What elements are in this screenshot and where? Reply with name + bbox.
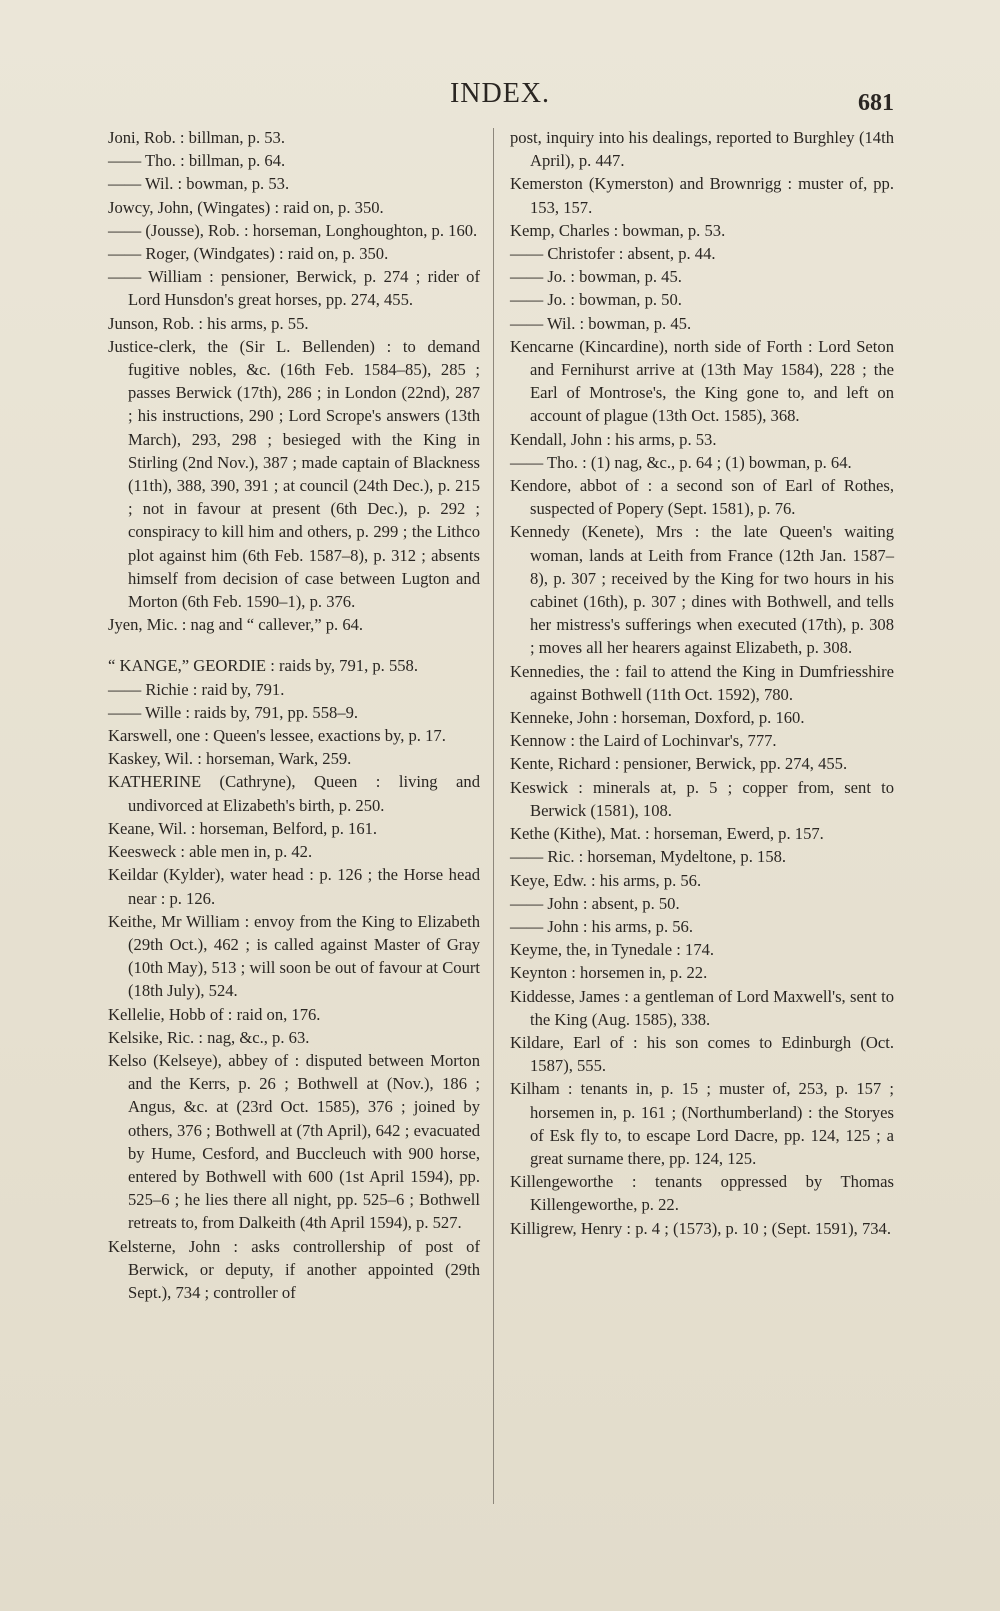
index-entry: Joni, Rob. : billman, p. 53. [108, 128, 286, 147]
index-entry: Kaskey, Wil. : horseman, Wark, 259. [108, 749, 352, 769]
index-entry: Kilham : tenants in, p. 15 ; muster of, 253, p. 157 ; horsemen in, p. 161 ; (Northumberland) : the Storyes of Esk fly to, to escape Lord Dacre, pp. 124, 125 ; a great surname there, pp. 124, 125. [510, 1079, 894, 1168]
index-entry: —— Wil. : bowman, p. 45. [510, 313, 692, 333]
index-entry: Kelso (Kelseye), abbey of : disputed between Morton and the Kerrs, p. 26 ; Bothwell at (Nov.), 186 ; Angus, &c. at (23rd Oct. 1585), 376 ; joined by others, 376 ; Bothwell at (7th April), 642 ; evacuated by Hume, Cesford, and Buccleuch with 900 horse, entered by Bothwell with 600 (1st April 1594), pp. 525–6 ; he lies there all night, pp. 525–6 ; Bothwell retreats to, from Dalkeith (4th April 1594), p. 527. [108, 1050, 480, 1233]
index-entry: Keswick : minerals at, p. 5 ; copper from, sent to Berwick (1581), 108. [510, 777, 894, 820]
index-entry: Keane, Wil. : horseman, Belford, p. 161. [108, 818, 378, 838]
index-entry: Kildare, Earl of : his son comes to Edinburgh (Oct. 1587), 555. [510, 1032, 894, 1076]
index-column-left [108, 126, 480, 1304]
page-number: 681 [858, 90, 894, 116]
index-entry: Kelsterne, John : asks controllership of post of Berwick, or deputy, if another appointed (29th Sept.), 734 ; controller of [108, 1236, 480, 1302]
index-entry: Keithe, Mr William : envoy from the King to Elizabeth (29th Oct.), 462 ; is called against Master of Gray (10th May), 513 ; will soon be out of favour at Court (18th July), 524. [108, 911, 480, 1001]
column-divider [493, 128, 494, 1504]
index-entry: —— (Jousse), Rob. : horseman, Longhoughton, p. 160. [108, 220, 478, 240]
index-entry: Jyen, Mic. : nag and “ callever,” p. 64. [108, 615, 364, 635]
index-entry: Kendore, abbot of : a second son of Earl of Rothes, suspected of Popery (Sept. 1581), p. 76. [510, 476, 894, 519]
index-entry: —— John : his arms, p. 56. [510, 916, 693, 936]
index-entry: Kiddesse, James : a gentleman of Lord Maxwell's, sent to the King (Aug. 1585), 338. [510, 986, 894, 1029]
index-entry: Kennedy (Kenete), Mrs : the late Queen's waiting woman, lands at Leith from France (12th Jan. 1587–8), p. 307 ; received by the King for two hours in his cabinet (16th), p. 307 ; dines with Bothwell, and tells her mistress's sufferings when executed (17th), p. 308 ; moves all her hearers against Elizabeth, p. 308. [510, 522, 894, 658]
index-entry: post, inquiry into his dealings, reported to Burghley (14th April), p. 447. [510, 128, 894, 171]
index-entry: Justice-clerk, the (Sir L. Bellenden) : to demand fugitive nobles, &c. (16th Feb. 1584–85), 285 ; passes Berwick (17th), 286 ; in London (22nd), 287 ; his instructions, 290 ; Lord Scrope's answers (13th March), 293, 298 ; besieged with the King in Stirling (2nd Nov.), 387 ; made captain of Blackness (11th), 388, 390, 391 ; at council (24th Dec.), p. 215 ; not in favour at present (6th Dec.), p. 292 ; conspiracy to kill him and others, p. 299 ; the Lithco plot against him (6th Feb. 1587–8), p. 312 ; absents himself from decision of case between Lugton and Morton (6th Feb. 1590–1), p. 376. [108, 336, 480, 612]
index-entry: Jowcy, John, (Wingates) : raid on, p. 350. [108, 197, 384, 217]
index-entry: —— Tho. : billman, p. 64. [108, 151, 286, 171]
page-title: INDEX. [449, 78, 551, 109]
index-entry: —— Wille : raids by, 791, pp. 558–9. [108, 702, 359, 722]
index-entry: Kellelie, Hobb of : raid on, 176. [108, 1004, 321, 1024]
index-entry: Kemerston (Kymerston) and Brownrigg : muster of, pp. 153, 157. [510, 174, 894, 217]
index-entry: Kethe (Kithe), Mat. : horseman, Ewerd, p. 157. [510, 824, 824, 844]
index-entry: Keesweck : able men in, p. 42. [108, 842, 313, 862]
index-entry: Kencarne (Kincardine), north side of Forth : Lord Seton and Fernihurst arrive at (13th May 1584), 228 ; the Earl of Montrose's, the King gone to, and left on account of plague (13th Oct. 1585), 368. [510, 336, 894, 426]
index-entry: —— Ric. : horseman, Mydeltone, p. 158. [510, 847, 787, 867]
index-entry: —— William : pensioner, Berwick, p. 274 ; rider of Lord Hunsdon's great horses, pp. 274, 455. [108, 267, 480, 310]
index-entry: Kelsike, Ric. : nag, &c., p. 63. [108, 1027, 310, 1047]
index-entry: Keyme, the, in Tynedale : 174. [510, 940, 715, 960]
index-column-right [510, 126, 894, 1240]
index-entry: Killigrew, Henry : p. 4 ; (1573), p. 10 ; (Sept. 1591), 734. [510, 1218, 891, 1238]
index-entry: —— Wil. : bowman, p. 53. [108, 174, 290, 194]
index-entry: —— Richie : raid by, 791. [108, 679, 285, 699]
index-entry: Keynton : horsemen in, p. 22. [510, 963, 708, 983]
index-entry: Killengeworthe : tenants oppressed by Thomas Killengeworthe, p. 22. [510, 1172, 894, 1215]
index-entry: “ KANGE,” GEORDIE : raids by, 791, p. 558. [108, 656, 419, 676]
index-entry: —— John : absent, p. 50. [510, 893, 680, 913]
index-entry: Junson, Rob. : his arms, p. 55. [108, 313, 309, 333]
index-entry: Kennedies, the : fail to attend the King in Dumfriesshire against Bothwell (11th Oct. 1592), 780. [510, 661, 894, 704]
index-entry: Keildar (Kylder), water head : p. 126 ; the Horse head near : p. 126. [108, 865, 480, 908]
index-entry: —— Jo. : bowman, p. 50. [510, 290, 682, 310]
index-entry: Keye, Edw. : his arms, p. 56. [510, 870, 702, 890]
index-entry: —— Jo. : bowman, p. 45. [510, 267, 682, 287]
index-entry: Kemp, Charles : bowman, p. 53. [510, 220, 726, 240]
index-entry: —— Roger, (Windgates) : raid on, p. 350. [108, 244, 389, 264]
index-entry: Kennow : the Laird of Lochinvar's, 777. [510, 731, 777, 751]
index-entry: Kendall, John : his arms, p. 53. [510, 429, 717, 449]
index-entry: Kenneke, John : horseman, Doxford, p. 160. [510, 708, 805, 728]
index-entry: —— Christofer : absent, p. 44. [510, 244, 716, 264]
index-entry: KATHERINE (Cathryne), Queen : living and undivorced at Elizabeth's birth, p. 250. [108, 772, 480, 815]
index-entry: Kente, Richard : pensioner, Berwick, pp. 274, 455. [510, 754, 848, 774]
index-entry: Karswell, one : Queen's lessee, exactions by, p. 17. [108, 726, 446, 746]
index-entry: —— Tho. : (1) nag, &c., p. 64 ; (1) bowman, p. 64. [510, 452, 852, 472]
